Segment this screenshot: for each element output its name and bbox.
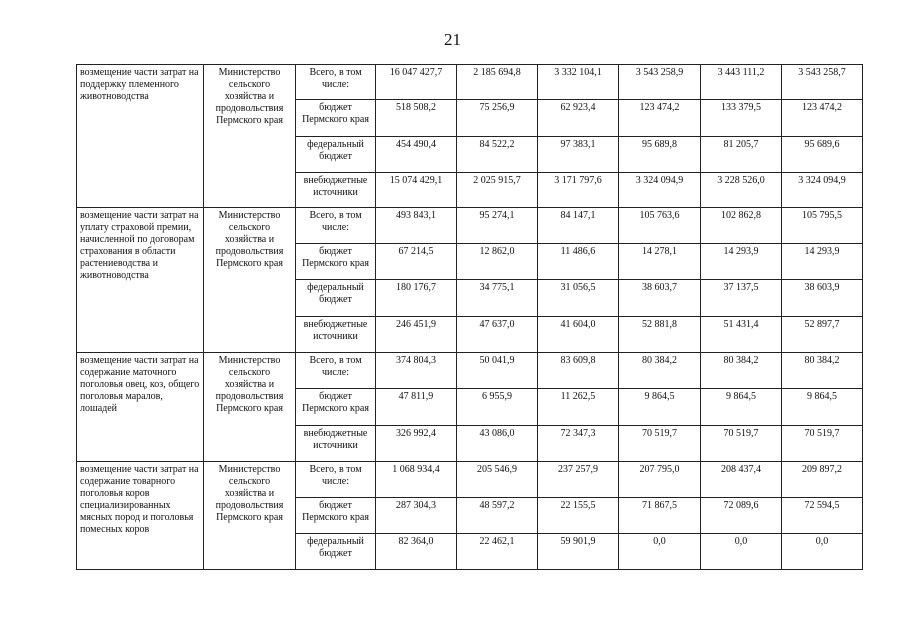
amount-cell: 208 437,4 — [701, 462, 782, 498]
amount-cell: 82 364,0 — [376, 534, 457, 570]
amount-cell: 72 594,5 — [782, 498, 863, 534]
amount-cell: 59 901,9 — [538, 534, 619, 570]
amount-cell: 3 332 104,1 — [538, 65, 619, 100]
amount-cell: 80 384,2 — [701, 353, 782, 389]
amount-cell: 3 171 797,6 — [538, 173, 619, 208]
amount-cell: 518 508,2 — [376, 100, 457, 137]
activity-cell: возмещение части затрат на поддержку племенного животноводства — [77, 65, 204, 208]
amount-cell: 326 992,4 — [376, 426, 457, 462]
amount-cell: 38 603,7 — [619, 280, 701, 317]
funding-source-cell: бюджет Пермского края — [296, 244, 376, 280]
amount-cell: 207 795,0 — [619, 462, 701, 498]
amount-cell: 0,0 — [619, 534, 701, 570]
amount-cell: 3 543 258,9 — [619, 65, 701, 100]
amount-cell: 102 862,8 — [701, 208, 782, 244]
amount-cell: 37 137,5 — [701, 280, 782, 317]
amount-cell: 70 519,7 — [701, 426, 782, 462]
amount-cell: 71 867,5 — [619, 498, 701, 534]
amount-cell: 1 068 934,4 — [376, 462, 457, 498]
amount-cell: 72 089,6 — [701, 498, 782, 534]
amount-cell: 31 056,5 — [538, 280, 619, 317]
amount-cell: 3 443 111,2 — [701, 65, 782, 100]
amount-cell: 9 864,5 — [782, 389, 863, 426]
amount-cell: 16 047 427,7 — [376, 65, 457, 100]
amount-cell: 374 804,3 — [376, 353, 457, 389]
ministry-cell: Министерство сельского хозяйства и продовольствия Пермского края — [204, 353, 296, 462]
amount-cell: 15 074 429,1 — [376, 173, 457, 208]
ministry-cell: Министерство сельского хозяйства и продовольствия Пермского края — [204, 208, 296, 353]
amount-cell: 133 379,5 — [701, 100, 782, 137]
funding-source-cell: бюджет Пермского края — [296, 100, 376, 137]
table-row — [77, 65, 863, 100]
amount-cell: 47 811,9 — [376, 389, 457, 426]
activity-cell: возмещение части затрат на содержание маточного поголовья овец, коз, общего поголовья маралов, лошадей — [77, 353, 204, 462]
amount-cell: 11 262,5 — [538, 389, 619, 426]
amount-cell: 9 864,5 — [619, 389, 701, 426]
activity-cell: возмещение части затрат на уплату страховой премии, начисленной по договорам страхования в области растениеводства и животноводства — [77, 208, 204, 353]
funding-source-cell: бюджет Пермского края — [296, 498, 376, 534]
funding-source-cell: федеральный бюджет — [296, 280, 376, 317]
amount-cell: 22 155,5 — [538, 498, 619, 534]
budget-table — [76, 64, 863, 570]
amount-cell: 95 689,8 — [619, 137, 701, 173]
amount-cell: 80 384,2 — [782, 353, 863, 389]
table-row — [77, 462, 863, 498]
amount-cell: 123 474,2 — [782, 100, 863, 137]
amount-cell: 14 293,9 — [701, 244, 782, 280]
table-row — [77, 353, 863, 389]
amount-cell: 12 862,0 — [457, 244, 538, 280]
amount-cell: 67 214,5 — [376, 244, 457, 280]
funding-source-cell: внебюджетные источники — [296, 426, 376, 462]
amount-cell: 14 293,9 — [782, 244, 863, 280]
activity-cell: возмещение части затрат на содержание товарного поголовья коров специализированных мясных пород и поголовья помесных коров — [77, 462, 204, 570]
amount-cell: 43 086,0 — [457, 426, 538, 462]
amount-cell: 14 278,1 — [619, 244, 701, 280]
amount-cell: 83 609,8 — [538, 353, 619, 389]
amount-cell: 493 843,1 — [376, 208, 457, 244]
ministry-cell: Министерство сельского хозяйства и продовольствия Пермского края — [204, 462, 296, 570]
amount-cell: 0,0 — [782, 534, 863, 570]
amount-cell: 38 603,9 — [782, 280, 863, 317]
amount-cell: 51 431,4 — [701, 317, 782, 353]
page-number: 21 — [444, 30, 461, 49]
amount-cell: 97 383,1 — [538, 137, 619, 173]
amount-cell: 34 775,1 — [457, 280, 538, 317]
amount-cell: 105 763,6 — [619, 208, 701, 244]
amount-cell: 246 451,9 — [376, 317, 457, 353]
amount-cell: 9 864,5 — [701, 389, 782, 426]
amount-cell: 52 897,7 — [782, 317, 863, 353]
amount-cell: 50 041,9 — [457, 353, 538, 389]
amount-cell: 205 546,9 — [457, 462, 538, 498]
amount-cell: 80 384,2 — [619, 353, 701, 389]
ministry-cell: Министерство сельского хозяйства и продовольствия Пермского края — [204, 65, 296, 208]
funding-source-cell: бюджет Пермского края — [296, 389, 376, 426]
amount-cell: 41 604,0 — [538, 317, 619, 353]
amount-cell: 70 519,7 — [619, 426, 701, 462]
amount-cell: 123 474,2 — [619, 100, 701, 137]
amount-cell: 62 923,4 — [538, 100, 619, 137]
amount-cell: 95 274,1 — [457, 208, 538, 244]
amount-cell: 287 304,3 — [376, 498, 457, 534]
amount-cell: 22 462,1 — [457, 534, 538, 570]
funding-source-cell: Всего, в том числе: — [296, 353, 376, 389]
amount-cell: 11 486,6 — [538, 244, 619, 280]
funding-source-cell: Всего, в том числе: — [296, 462, 376, 498]
funding-source-cell: федеральный бюджет — [296, 534, 376, 570]
amount-cell: 209 897,2 — [782, 462, 863, 498]
table-body — [77, 65, 863, 570]
amount-cell: 3 228 526,0 — [701, 173, 782, 208]
amount-cell: 3 324 094,9 — [782, 173, 863, 208]
amount-cell: 2 025 915,7 — [457, 173, 538, 208]
funding-source-cell: Всего, в том числе: — [296, 208, 376, 244]
amount-cell: 237 257,9 — [538, 462, 619, 498]
amount-cell: 105 795,5 — [782, 208, 863, 244]
funding-source-cell: Всего, в том числе: — [296, 65, 376, 100]
amount-cell: 84 147,1 — [538, 208, 619, 244]
amount-cell: 0,0 — [701, 534, 782, 570]
amount-cell: 75 256,9 — [457, 100, 538, 137]
amount-cell: 70 519,7 — [782, 426, 863, 462]
amount-cell: 72 347,3 — [538, 426, 619, 462]
amount-cell: 95 689,6 — [782, 137, 863, 173]
amount-cell: 180 176,7 — [376, 280, 457, 317]
funding-source-cell: внебюджетные источники — [296, 173, 376, 208]
amount-cell: 6 955,9 — [457, 389, 538, 426]
table-row — [77, 208, 863, 244]
amount-cell: 3 543 258,7 — [782, 65, 863, 100]
amount-cell: 3 324 094,9 — [619, 173, 701, 208]
amount-cell: 2 185 694,8 — [457, 65, 538, 100]
amount-cell: 454 490,4 — [376, 137, 457, 173]
amount-cell: 47 637,0 — [457, 317, 538, 353]
funding-source-cell: федеральный бюджет — [296, 137, 376, 173]
funding-source-cell: внебюджетные источники — [296, 317, 376, 353]
amount-cell: 52 881,8 — [619, 317, 701, 353]
amount-cell: 81 205,7 — [701, 137, 782, 173]
amount-cell: 48 597,2 — [457, 498, 538, 534]
amount-cell: 84 522,2 — [457, 137, 538, 173]
